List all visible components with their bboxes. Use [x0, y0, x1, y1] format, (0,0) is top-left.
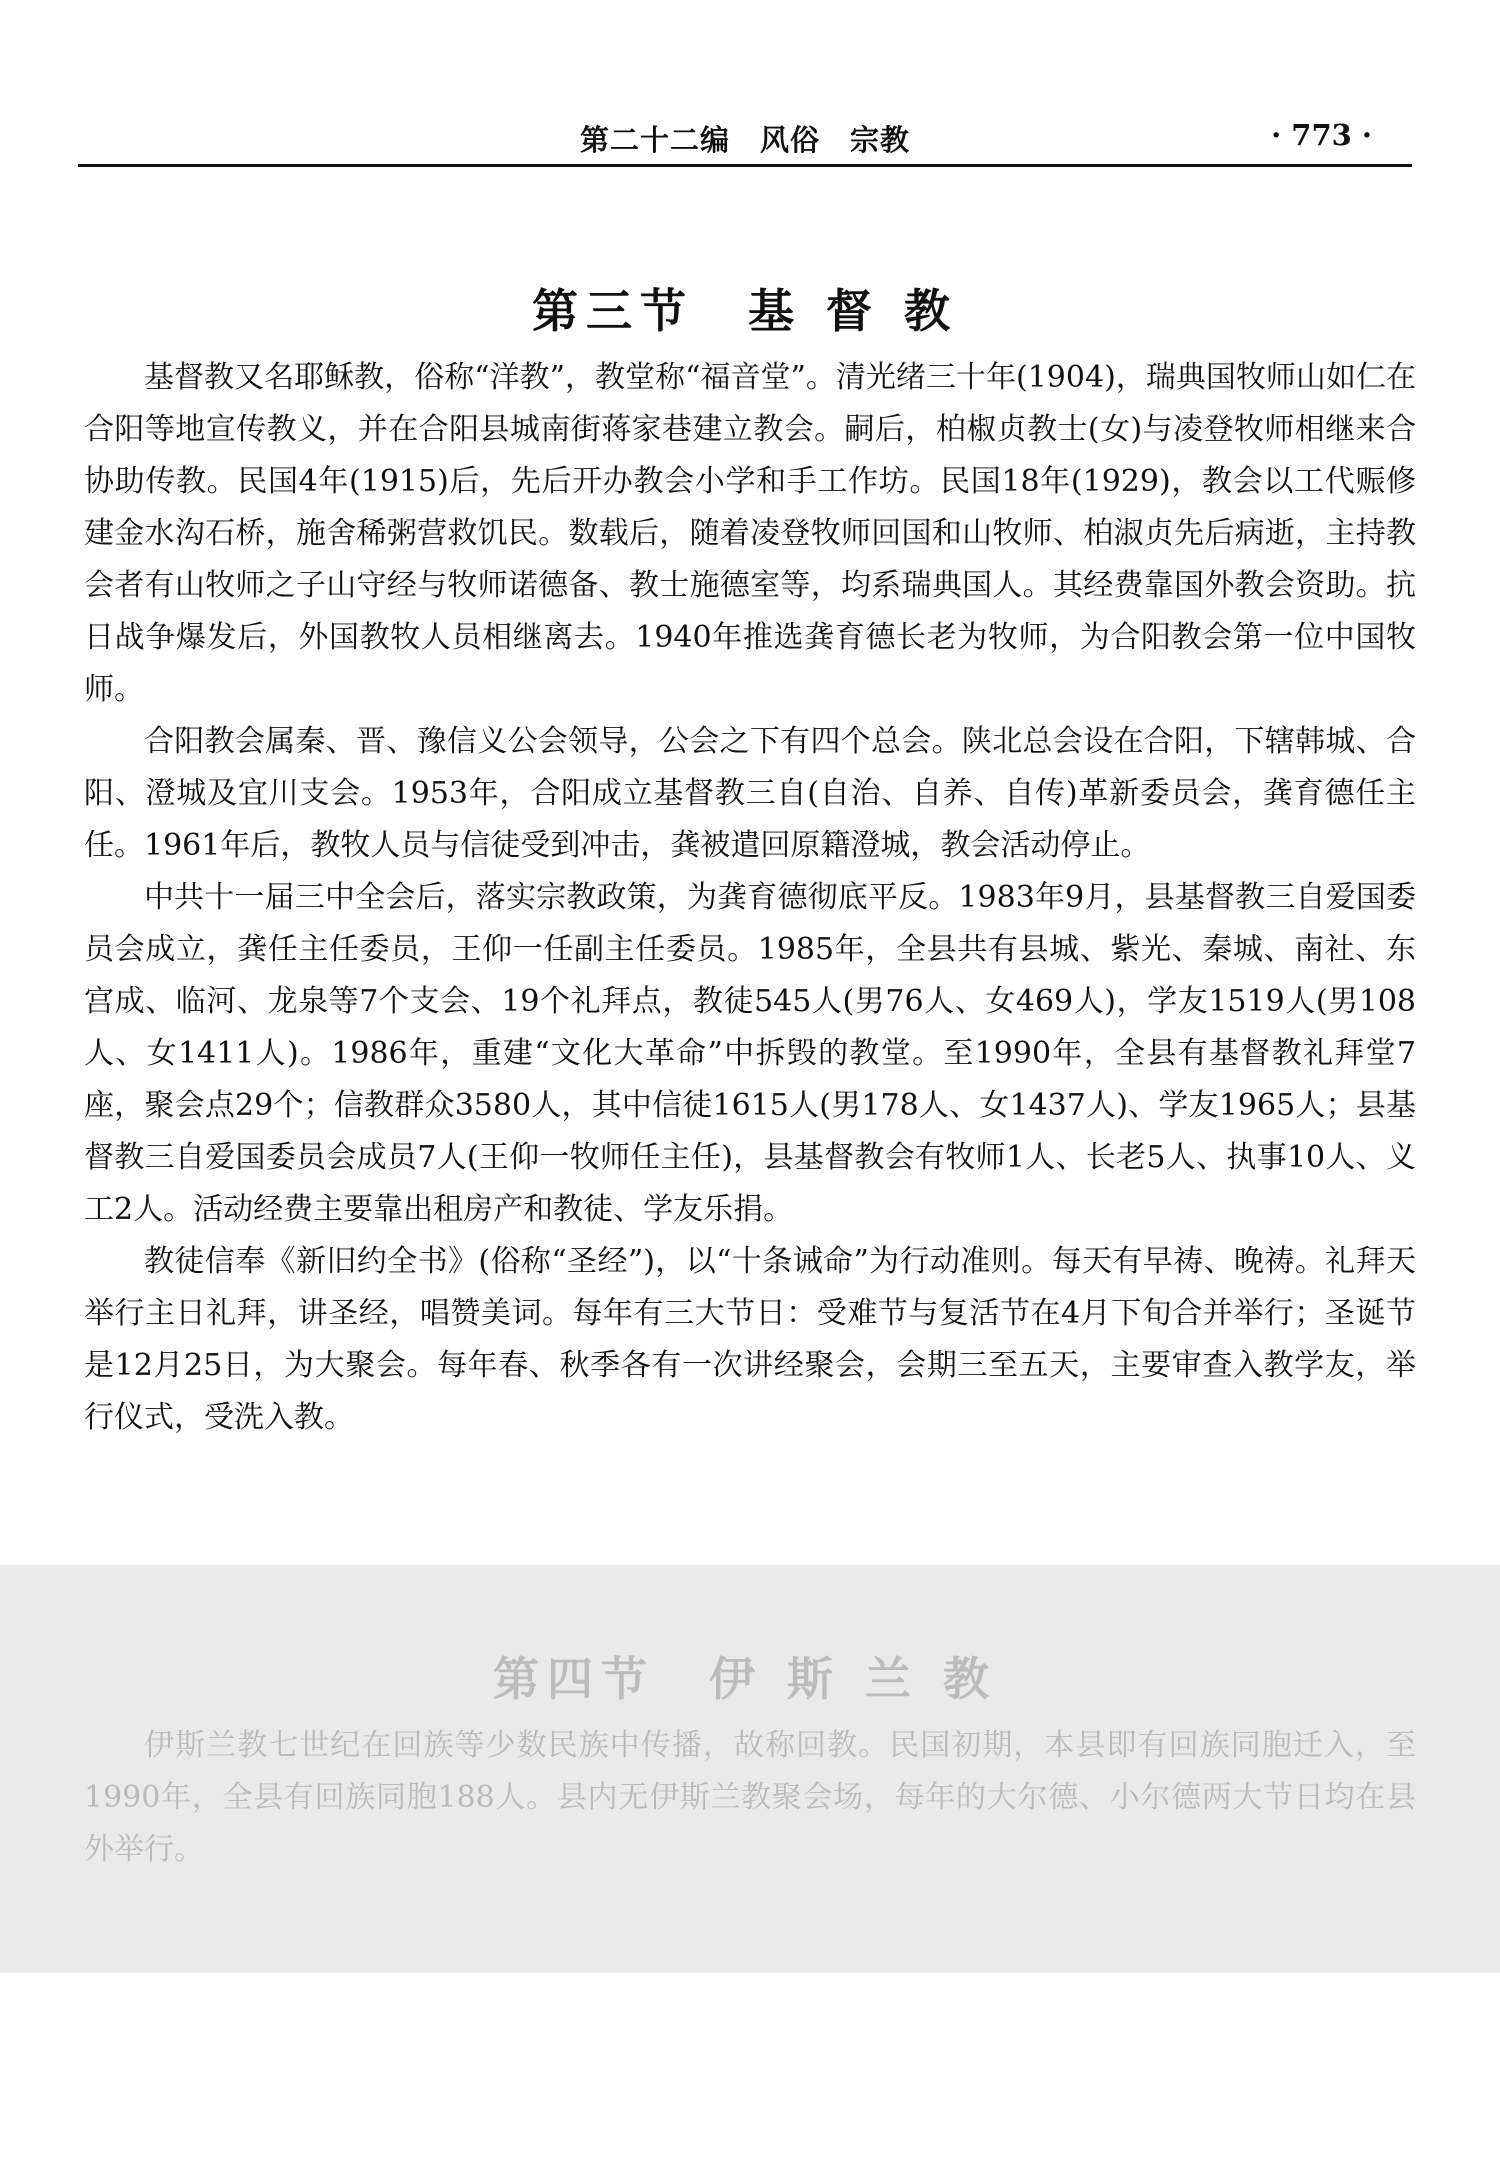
section-title: 第四节 伊 斯 兰 教 [492, 1652, 998, 1707]
section-title: 第三节 基 督 教 [531, 283, 959, 338]
page-number: · 773 · [1271, 118, 1372, 152]
header-rule [78, 164, 1412, 167]
section-body [84, 1720, 1416, 1876]
paragraph: 教徒信奉《新旧约全书》(俗称“圣经”)，以“十条诫命”为行动准则。每天有早祷、晚祷。礼拜天举行主日礼拜，讲圣经，唱赞美词。每年有三大节日：受难节与复活节在4月下旬合并举行；圣诞节是12月25日，为大聚会。每年春、秋季各有一次讲经聚会，会期三至五天，主要审查入教学友，举行仪式，受洗入教。 [84, 1244, 1416, 1435]
paragraph: 中共十一届三中全会后，落实宗教政策，为龚育德彻底平反。1983年9月，县基督教三自爱国委员会成立，龚任主任委员，王仰一任副主任委员。1985年，全县共有县城、紫光、秦城、南社、东宫成、临河、龙泉等7个支会、19个礼拜点，教徒545人(男76人、女469人)，学友1519人(男108人、女1411人)。1986年，重建“文化大革命”中拆毁的教堂。至1990年，全县有基督教礼拜堂7座，聚会点29个；信教群众3580人，其中信徒1615人(男178人、女1437人)、学友1965人；县基督教三自爱国委员会成员7人(王仰一牧师任主任)，县基督教会有牧师1人、长老5人、执事10人、义工2人。活动经费主要靠出租房产和教徒、学友乐捐。 [84, 880, 1416, 1227]
running-head-row [78, 112, 1412, 164]
section-body [84, 352, 1416, 1444]
paragraph: 合阳教会属秦、晋、豫信义公会领导，公会之下有四个总会。陕北总会设在合阳，下辖韩城、合阳、澄城及宜川支会。1953年，合阳成立基督教三自(自治、自养、自传)革新委员会，龚育德任主任。1961年后，教牧人员与信徒受到冲击，龚被遣回原籍澄城，教会活动停止。 [84, 724, 1416, 863]
running-title: 第二十二编 风俗 宗教 [579, 123, 910, 157]
paragraph: 基督教又名耶稣教，俗称“洋教”，教堂称“福音堂”。清光绪三十年(1904)，瑞典国牧师山如仁在合阳等地宣传教义，并在合阳县城南街蒋家巷建立教会。嗣后，柏椒贞教士(女)与凌登牧师相继来合协助传教。民国4年(1915)后，先后开办教会小学和手工作坊。民国18年(1929)，教会以工代赈修建金水沟石桥，施舍稀粥营救饥民。数载后，随着凌登牧师回国和山牧师、柏淑贞先后病逝，主持教会者有山牧师之子山守经与牧师诺德备、教士施德室等，均系瑞典国人。其经费靠国外教会资助。抗日战争爆发后，外国教牧人员相继离去。1940年推选龚育德长老为牧师，为合阳教会第一位中国牧师。 [84, 360, 1416, 707]
paragraph: 伊斯兰教七世纪在回族等少数民族中传播，故称回教。民国初期，本县即有回族同胞迁入，至1990年，全县有回族同胞188人。县内无伊斯兰教聚会场，每年的大尔德、小尔德两大节日均在县外举行。 [84, 1728, 1416, 1867]
